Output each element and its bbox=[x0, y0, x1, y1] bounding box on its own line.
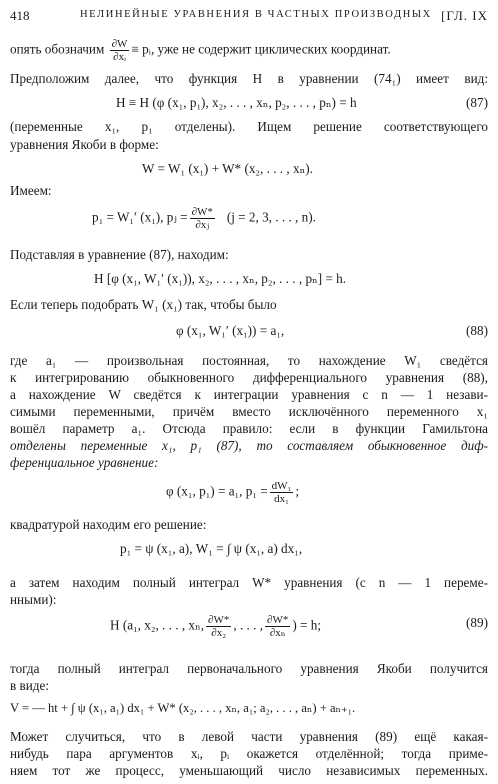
text-line-2: Предположим далее, что функция H в уравнении (74₁) имеет вид: bbox=[10, 71, 488, 86]
equation-fragment: ; bbox=[295, 483, 300, 499]
fraction-numerator: ∂W bbox=[111, 38, 128, 50]
fraction-numerator: ∂W* bbox=[267, 614, 289, 626]
text-line-21: квадратурой находим его решение: bbox=[10, 517, 207, 532]
fraction-denominator: dx₁ bbox=[274, 493, 289, 505]
fraction-denominator: ∂xᵢ bbox=[113, 51, 126, 63]
text-fragment: опять обозначим bbox=[10, 41, 105, 57]
equation-text: φ (x₁, W₁′ (x₁)) = a₁, bbox=[176, 323, 285, 338]
text-line-18 bbox=[10, 437, 488, 454]
text-line-31: няем тот же процесс, уменьшающий число независимых переменных. bbox=[10, 763, 488, 778]
text-line-15: а нахождение W сведётся к интеграции уравнения с n — 1 незави- bbox=[10, 387, 488, 402]
text-fragment: , уже не содержит циклических координат. bbox=[150, 41, 391, 57]
fraction-dw1-dx1 bbox=[270, 480, 294, 505]
fraction-dw-dxi bbox=[110, 38, 130, 63]
fraction-numerator: ∂W* bbox=[208, 614, 230, 626]
page-number: 418 bbox=[10, 8, 30, 23]
fraction-numerator: ∂W* bbox=[191, 206, 213, 218]
equation-text: H [φ (x₁, W₁′ (x₁)), x₂, . . . , xₙ, p₂, . . . , pₙ] = h. bbox=[94, 271, 347, 286]
text-line-30: нибудь пара аргументов xᵢ, pᵢ окажется отделённой; тогда приме- bbox=[10, 746, 488, 761]
equation-fragment: H (a₁, x₂, . . . , xₙ, bbox=[110, 617, 205, 633]
fraction-denominator: ∂xₙ bbox=[269, 627, 286, 639]
fraction-dws-dxj bbox=[190, 206, 215, 231]
equation-text: W = W₁ (x₁) + W* (x₂, . . . , xₙ). bbox=[142, 161, 313, 176]
equation-fragment: ) = h; bbox=[292, 617, 322, 633]
text-line-4: (переменные x₁, p₁ отделены). Ищем решение соответствующего bbox=[10, 119, 488, 134]
equation-text bbox=[110, 614, 321, 639]
text-line-14: к интегрированию обыкновенного дифференциального уравнения (88), bbox=[10, 370, 488, 385]
equation-fragment: p₁ = W₁′ (x₁), pⱼ = bbox=[92, 209, 188, 225]
equation-number: (89) bbox=[466, 615, 488, 630]
equation-fragment: , . . . , bbox=[233, 617, 264, 633]
equation-text: V = — ht + ∫ ψ (x₁, a₁) dx₁ + W* (x₂, . . . , xₙ, a₁; a₂, . . . , aₙ) + aₙ₊₁. bbox=[10, 701, 356, 715]
equation-text bbox=[92, 206, 316, 231]
text-line-1 bbox=[10, 38, 488, 63]
fraction-denominator: ∂xⱼ bbox=[195, 219, 210, 231]
fraction-dws-dx2 bbox=[206, 614, 231, 639]
equation-number: (88) bbox=[466, 323, 488, 338]
equation-text: p₁ = ψ (x₁, a), W₁ = ∫ ψ (x₁, a) dx₁, bbox=[120, 541, 303, 556]
text-line-16: симыми переменными, причём вместо исключённого переменного x₁ bbox=[10, 404, 488, 419]
chapter-label: [ГЛ. IX bbox=[441, 8, 488, 23]
running-header bbox=[10, 8, 488, 26]
running-title: НЕЛИНЕЙНЫЕ УРАВНЕНИЯ В ЧАСТНЫХ ПРОИЗВОДНЫХ bbox=[80, 9, 432, 20]
fraction-numerator: dW₁ bbox=[271, 480, 292, 492]
text-line-24: нными): bbox=[10, 592, 57, 607]
equation-text bbox=[166, 480, 299, 505]
text-line-13: где a₁ — произвольная постоянная, то нахождение W₁ сведётся bbox=[10, 353, 488, 368]
text-line-26: тогда полный интеграл первоначального уравнения Якоби получится bbox=[10, 661, 488, 676]
text-line-29: Может случиться, что в левой части уравнения (89) ещё какая- bbox=[10, 729, 488, 744]
book-page bbox=[10, 0, 488, 784]
text-fragment: отделены переменные x₁, p₁ (87), то составляем обыкновенное диф- bbox=[10, 438, 488, 453]
text-line-19 bbox=[10, 454, 488, 471]
equation-number: (87) bbox=[466, 95, 488, 110]
text-line-9: Подставляя в уравнение (87), находим: bbox=[10, 247, 229, 262]
text-line-27: в виде: bbox=[10, 678, 50, 693]
text-fragment: ≡ pᵢ bbox=[131, 41, 151, 57]
text-line-17: вошёл параметр a₁. Отсюда правило: если в функции Гамильтона bbox=[10, 421, 488, 436]
equation-text: H ≡ H (φ (x₁, p₁), x₂, . . . , xₙ, p₂, . . . , pₙ) = h bbox=[116, 95, 357, 110]
fraction-dws-dxn bbox=[265, 614, 290, 639]
text-line-23: а затем находим полный интеграл W* уравнения (с n — 1 переме- bbox=[10, 575, 488, 590]
text-line-5: уравнения Якоби в форме: bbox=[10, 137, 159, 152]
text-line-7: Имеем: bbox=[10, 183, 52, 198]
fraction-denominator: ∂x₂ bbox=[211, 627, 227, 639]
text-fragment: ференциальное уравнение: bbox=[10, 455, 159, 470]
equation-fragment: (j = 2, 3, . . . , n). bbox=[226, 209, 316, 225]
equation-fragment: φ (x₁, p₁) = a₁, p₁ = bbox=[166, 483, 268, 499]
text-line-11: Если теперь подобрать W₁ (x₁) так, чтобы было bbox=[10, 297, 277, 312]
